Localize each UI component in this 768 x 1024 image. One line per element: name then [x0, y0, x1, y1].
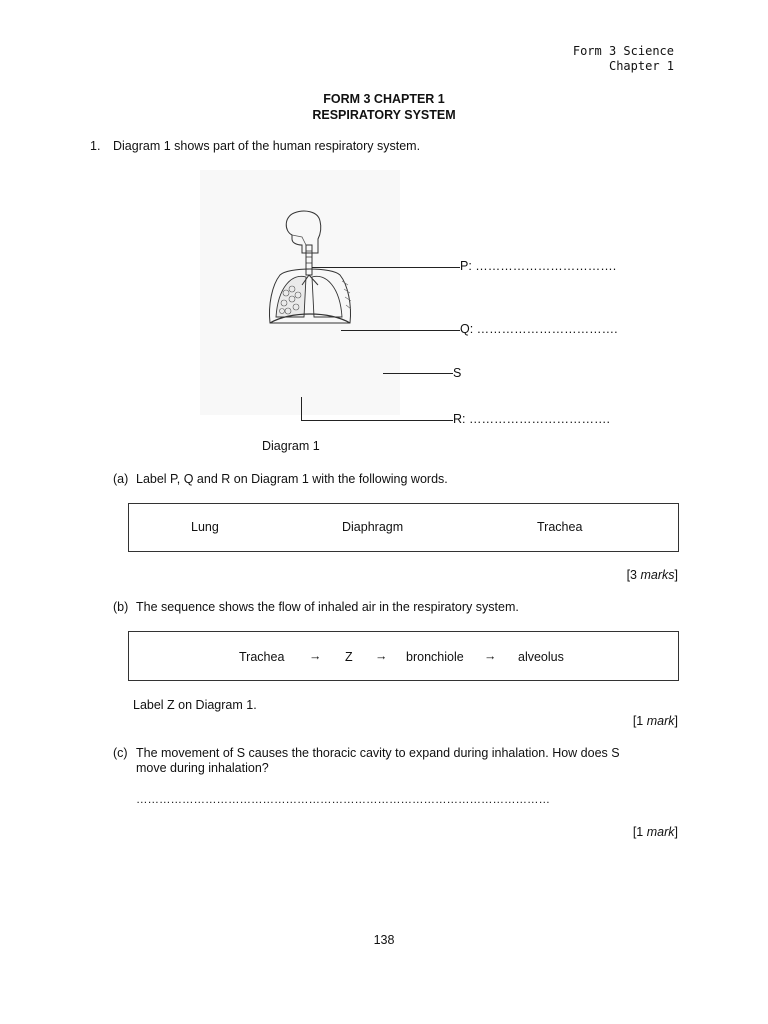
header-chapter: Chapter 1: [608, 59, 674, 73]
arrow-right-icon: →: [375, 649, 388, 663]
part-c-text-line-1: The movement of S causes the thoracic cavity to expand during inhalation. How does S: [136, 746, 620, 760]
title-line-2: RESPIRATORY SYSTEM: [312, 108, 456, 122]
header-subject: Form 3 Science: [572, 44, 674, 58]
sequence-bronchiole: bronchiole: [406, 650, 464, 664]
question-stem: Diagram 1 shows part of the human respiratory system.: [113, 139, 421, 153]
part-c-marks: [1 mark]: [632, 825, 678, 839]
page-number: 138: [373, 933, 395, 947]
word-bank-diaphragm: Diaphragm: [342, 520, 404, 534]
question-number: 1.: [90, 139, 101, 153]
label-s: S: [453, 366, 462, 380]
label-line-q: [341, 330, 460, 331]
label-line-p: [312, 267, 460, 268]
arrow-right-icon: →: [484, 649, 497, 663]
word-bank-box: [128, 503, 679, 552]
part-c-letter: (c): [113, 746, 128, 760]
part-b-instruction: Label Z on Diagram 1.: [133, 698, 257, 712]
part-c-answer-line[interactable]: ………………………………………………………………………………………………: [136, 794, 550, 806]
sequence-trachea: Trachea: [239, 650, 285, 664]
part-b-marks: [1 mark]: [632, 714, 678, 728]
part-c-text: [136, 746, 620, 776]
label-r[interactable]: R: …………………………….: [453, 412, 610, 426]
sequence-box: [128, 631, 679, 681]
label-line-s: [383, 373, 453, 374]
label-line-r-vertical: [301, 397, 302, 420]
diagram-caption: Diagram 1: [262, 439, 320, 453]
part-b-letter: (b): [113, 600, 129, 614]
part-a-marks: [3 marks]: [626, 568, 678, 582]
label-line-r: [301, 420, 453, 421]
sequence-z: Z: [345, 650, 353, 664]
respiratory-system-illustration: [262, 205, 362, 335]
title-line-1: FORM 3 CHAPTER 1: [323, 92, 445, 106]
word-bank-lung: Lung: [191, 520, 219, 534]
part-a-text: Label P, Q and R on Diagram 1 with the following words.: [136, 472, 448, 486]
part-c-text-line-2: move during inhalation?: [136, 761, 269, 775]
word-bank-trachea: Trachea: [537, 520, 583, 534]
part-b-text: The sequence shows the flow of inhaled air in the respiratory system.: [136, 600, 519, 614]
label-q[interactable]: Q: …………………………….: [460, 322, 618, 336]
arrow-right-icon: →: [309, 649, 322, 663]
label-p[interactable]: P: …………………………….: [460, 259, 617, 273]
page-title: [0, 91, 768, 123]
document-header: [474, 44, 674, 74]
sequence-alveolus: alveolus: [518, 650, 564, 664]
part-a-letter: (a): [113, 472, 129, 486]
